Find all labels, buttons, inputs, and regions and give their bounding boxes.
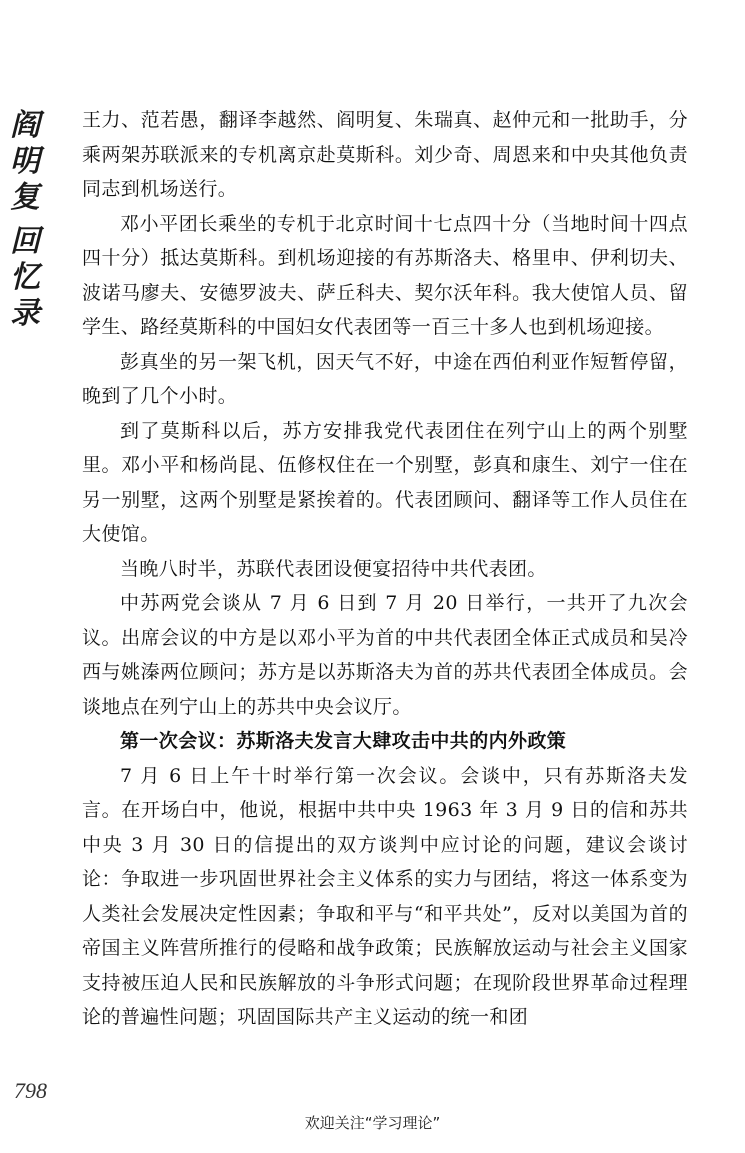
page-number: 798 bbox=[14, 1078, 47, 1103]
book-title-char: 明 bbox=[10, 144, 40, 179]
book-subtitle-char: 录 bbox=[10, 296, 40, 331]
watermark-text: 欢迎关注“学习理论” bbox=[304, 1114, 441, 1132]
book-subtitle-char: 忆 bbox=[10, 260, 40, 295]
book-title-char: 阎 bbox=[10, 108, 40, 143]
paragraph: 王力、范若愚，翻译李越然、阎明复、朱瑞真、赵仲元和一批助手，分乘两架苏联派来的专机离京赴莫斯科。刘少奇、周恩来和中央其他负责同志到机场送行。 bbox=[82, 109, 688, 200]
paragraph: 邓小平团长乘坐的专机于北京时间十七点四十分（当地时间十四点四十分）抵达莫斯科。到机场迎接的有苏斯洛夫、格里申、伊利切夫、波诺马廖夫、安德罗波夫、萨丘科夫、契尔沃年科。我大使馆人员、留学生、路经莫斯科的中国妇女代表团等一百三十多人也到机场迎接。 bbox=[82, 212, 688, 338]
section-heading: 第一次会议：苏斯洛夫发言大肆攻击中共的内外政策 bbox=[120, 730, 567, 752]
paragraph: 7 月 6 日上午十时举行第一次会议。会谈中，只有苏斯洛夫发言。在开场白中，他说，根据中共中央 1963 年 3 月 9 日的信和苏共中央 3 月 30 日的信提出的双方谈判中应讨论的问题，建议会谈讨论：争取进一步巩固世界社会主义体系的实力与团结，将这一体系变为人类社会发展决定性因素；争取和平与“和平共处”，反对以美国为首的帝国主义阵营所推行的侵略和战争政策；民族解放运动与社会主义国家支持被压迫人民和民族解放的斗争形式问题；在现阶段世界革命过程理论的普遍性问题；巩固国际共产主义运动的统一和团 bbox=[82, 764, 688, 1028]
paragraph: 中苏两党会谈从 7 月 6 日到 7 月 20 日举行，一共开了九次会议。出席会议的中方是以邓小平为首的中共代表团全体正式成员和吴冷西与姚溱两位顾问；苏方是以苏斯洛夫为首的苏共代表团全体成员。会谈地点在列宁山上的苏共中央会议厅。 bbox=[82, 592, 688, 718]
page-body bbox=[82, 103, 688, 1035]
book-title-vertical bbox=[4, 108, 46, 332]
book-title-char: 复 bbox=[10, 180, 40, 215]
book-subtitle-char: 回 bbox=[10, 224, 40, 259]
paragraph: 当晚八时半，苏联代表团设便宴招待中共代表团。 bbox=[120, 557, 547, 580]
paragraph: 彭真坐的另一架飞机，因天气不好，中途在西伯利亚作短暂停留，晚到了几个小时。 bbox=[82, 350, 688, 407]
paragraph: 到了莫斯科以后，苏方安排我党代表团住在列宁山上的两个别墅里。邓小平和杨尚昆、伍修权住在一个别墅，彭真和康生、刘宁一住在另一别墅，这两个别墅是紧挨着的。代表团顾问、翻译等工作人员住在大使馆。 bbox=[82, 419, 688, 545]
